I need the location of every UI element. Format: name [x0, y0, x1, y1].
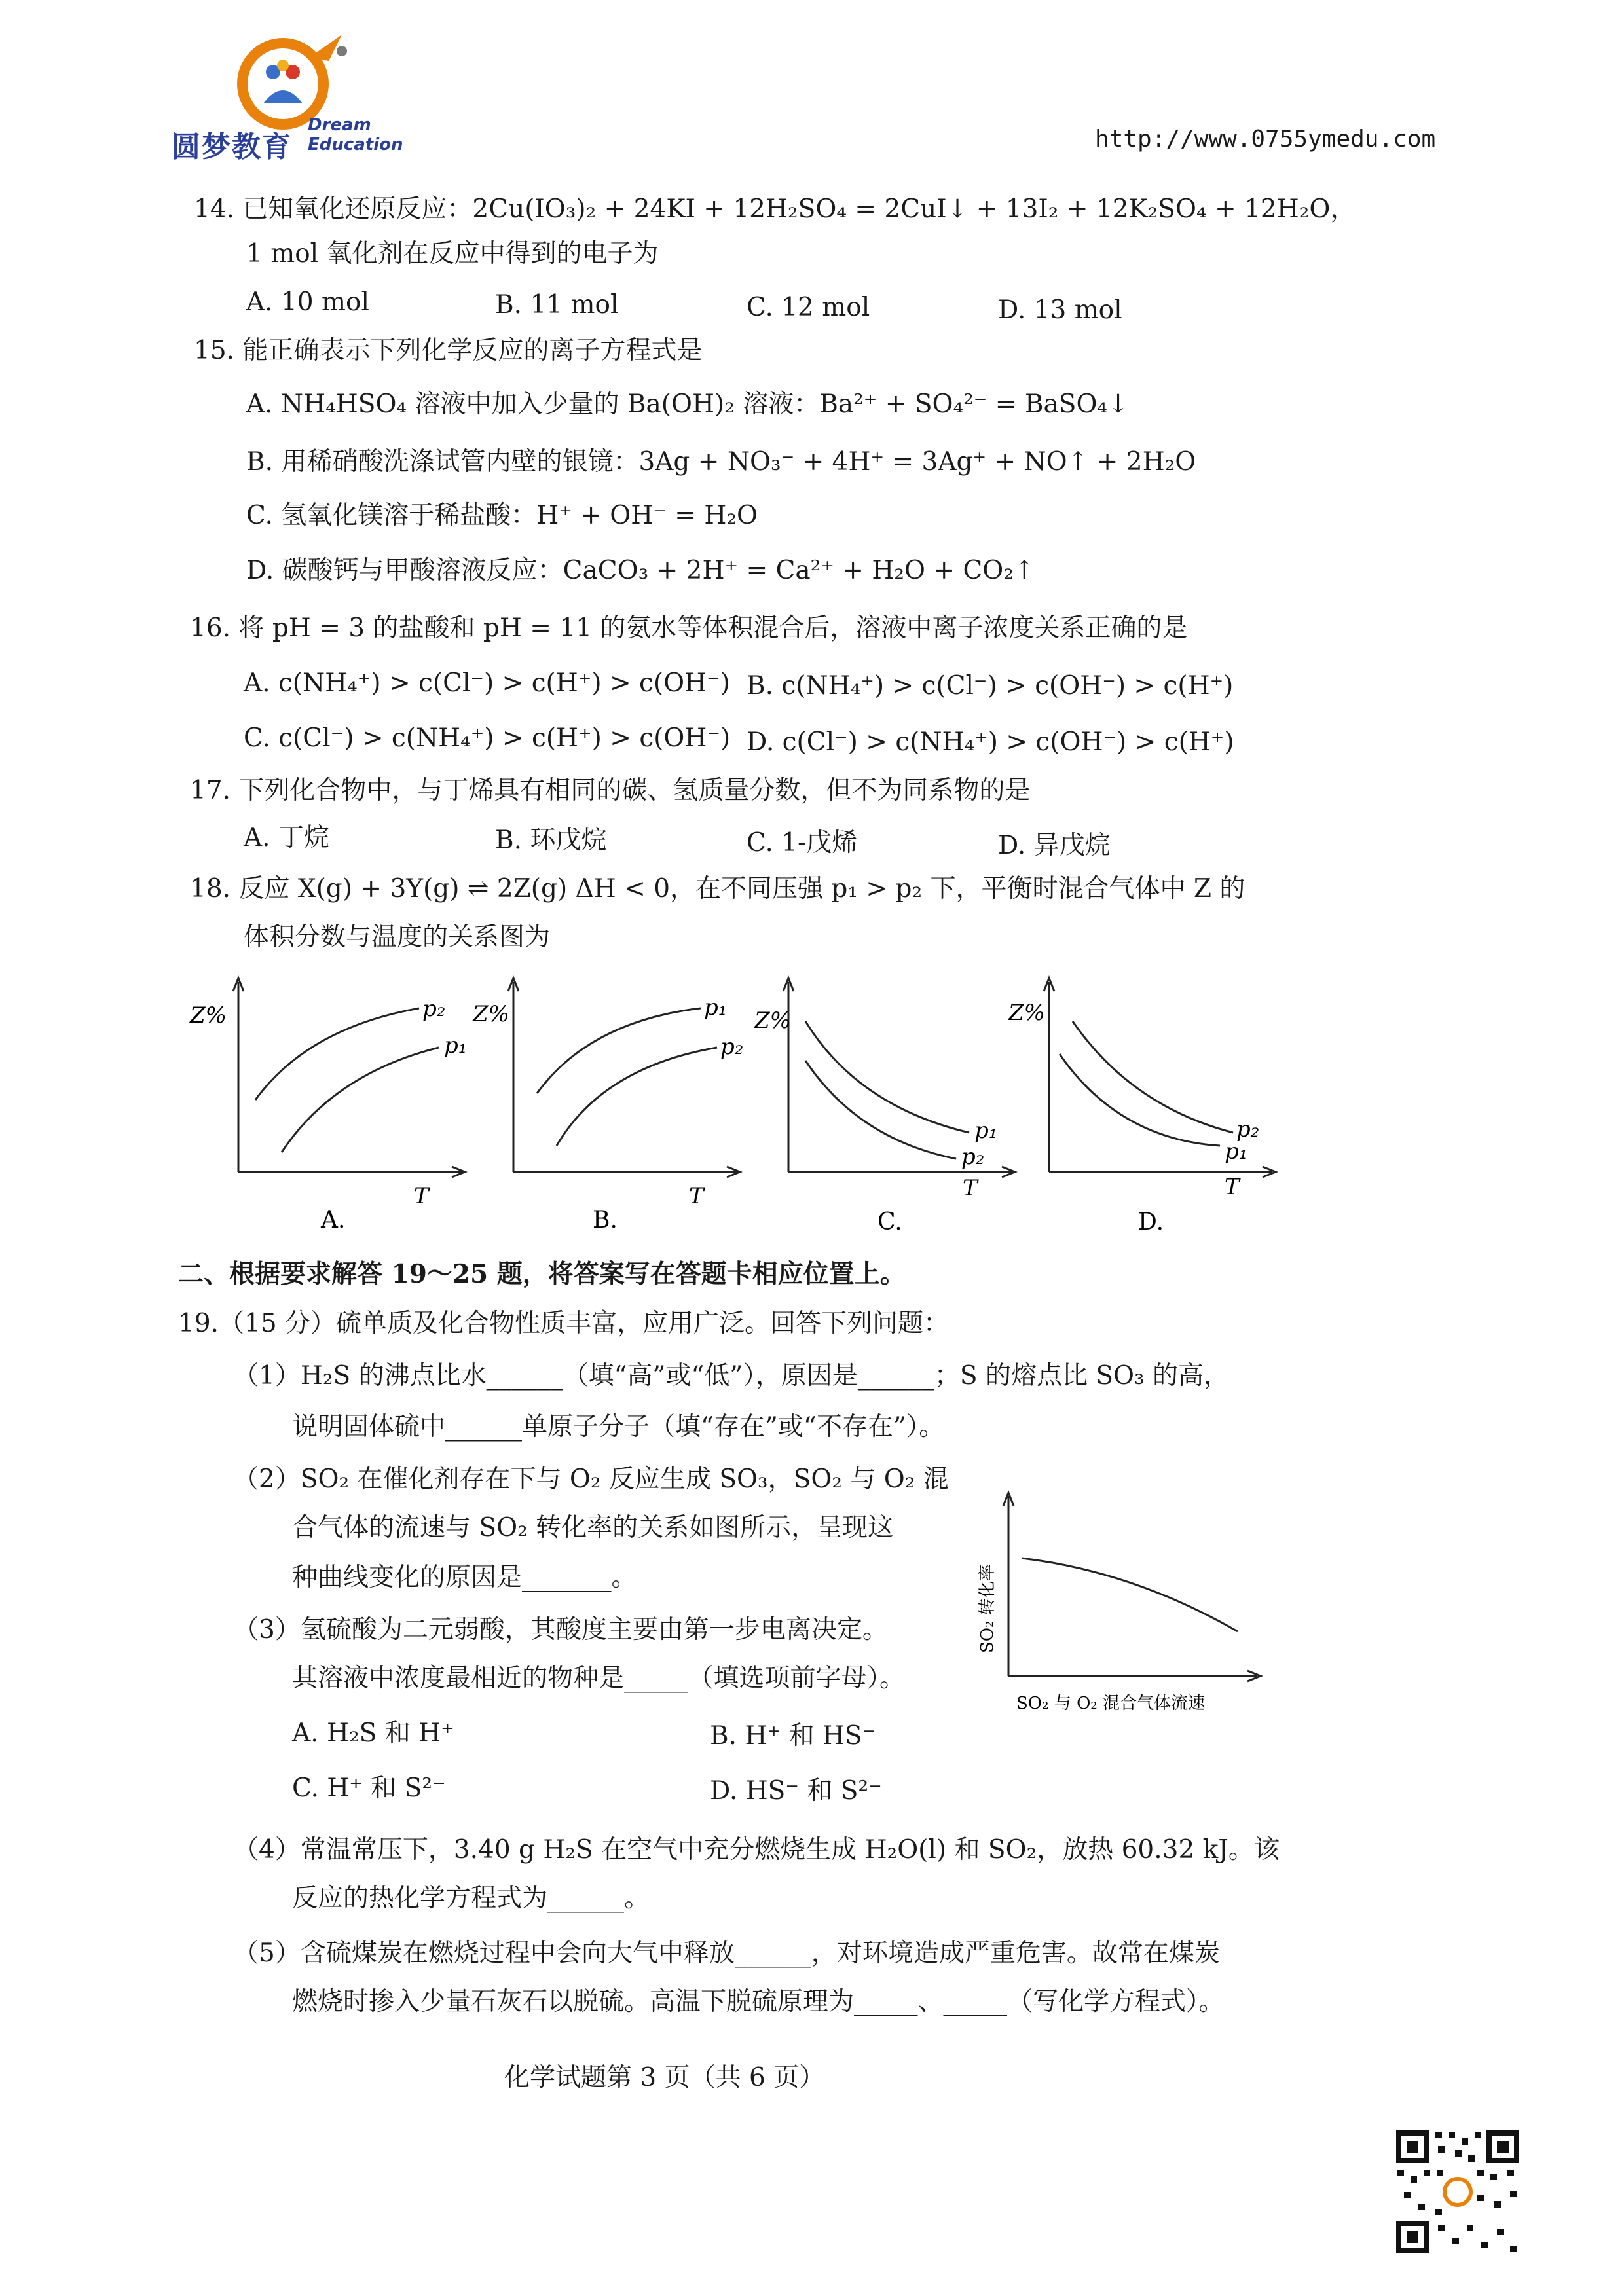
q19-part4-line1: （4）常温常压下，3.40 g H₂S 在空气中充分燃烧生成 H₂O(l) 和 SO₂，放热 60.32 kJ。该: [233, 1835, 1280, 1865]
q16-option-d: D. c(Cl⁻) > c(NH₄⁺) > c(OH⁻) > c(H⁺): [747, 727, 1234, 757]
q19-part5-line1: （5）含硫煤炭在燃烧过程中会向大气中释放______，对环境造成严重危害。故常在煤炭: [233, 1939, 1220, 1968]
q18-graph-a-xlabel: T: [414, 1183, 429, 1209]
q19-part3-option-c: C. H⁺ 和 S²⁻: [292, 1774, 446, 1803]
q19-part5-line2: 燃烧时掺入少量石灰石以脱硫。高温下脱硫原理为_____、_____（写化学方程式）。: [292, 1987, 1225, 2016]
q19-part2-line3: 种曲线变化的原因是_______。: [292, 1563, 637, 1592]
q19-part1-line1: （1）H₂S 的沸点比水______（填“高”或“低”），原因是______；S 的熔点比 SO₃ 的高，: [233, 1361, 1230, 1391]
q16-stem: 16. 将 pH = 3 的盐酸和 pH = 11 的氨水等体积混合后，溶液中离子浓度关系正确的是: [190, 613, 1188, 643]
q18-graph-c-bottom-label: p₂: [961, 1144, 985, 1170]
q18-line1: 18. 反应 X(g) + 3Y(g) ⇌ 2Z(g) ΔH < 0，在不同压强 p₁ > p₂ 下，平衡时混合气体中 Z 的: [190, 874, 1246, 903]
section-2-heading: 二、根据要求解答 19～25 题，将答案写在答题卡相应位置上。: [178, 1259, 906, 1289]
q19-part4-line2: 反应的热化学方程式为______。: [292, 1884, 650, 1913]
q18-graph-a: [190, 969, 478, 1233]
q18-graph-d-xlabel: T: [1225, 1174, 1240, 1200]
q19-graph-xlabel: SO₂ 与 O₂ 混合气体流速: [1016, 1694, 1206, 1713]
q15-stem: 15. 能正确表示下列化学反应的离子方程式是: [194, 336, 703, 365]
q19-stem: 19.（15 分）硫单质及化合物性质丰富，应用广泛。回答下列问题：: [178, 1309, 950, 1338]
qr-code[interactable]: [1392, 2126, 1523, 2257]
q18-graph-b-option: B.: [593, 1207, 618, 1233]
q14-option-d: D. 13 mol: [998, 295, 1122, 325]
q18-graph-d-top-label: p₂: [1236, 1116, 1260, 1142]
q18-graph-d-option: D.: [1138, 1209, 1164, 1235]
q19-part3-option-d: D. HS⁻ 和 S²⁻: [710, 1776, 882, 1806]
q17-option-b: B. 环戊烷: [495, 826, 607, 855]
q18-graph-d-bottom-label: p₁: [1225, 1139, 1248, 1165]
q16-option-c: C. c(Cl⁻) > c(NH₄⁺) > c(H⁺) > c(OH⁻): [244, 723, 731, 753]
q18-graph-a-ylabel: Z%: [190, 1002, 227, 1029]
logo-text-en-2: Education: [308, 135, 403, 155]
page-footer: 化学试题第 3 页（共 6 页）: [504, 2063, 825, 2092]
q19-part3-option-a: A. H₂S 和 H⁺: [292, 1719, 454, 1748]
q15-option-a: A. NH₄HSO₄ 溶液中加入少量的 Ba(OH)₂ 溶液：Ba²⁺ + SO₄²⁻ = BaSO₄↓: [246, 390, 1129, 419]
q18-graph-a-top-label: p₂: [422, 996, 446, 1022]
q18-graph-a-option: A.: [321, 1207, 346, 1233]
q18-graph-c-option: C.: [877, 1209, 902, 1235]
logo: [172, 31, 403, 164]
q16-option-a: A. c(NH₄⁺) > c(Cl⁻) > c(H⁺) > c(OH⁻): [244, 668, 730, 698]
q19-part2-line1: （2）SO₂ 在催化剂存在下与 O₂ 反应生成 SO₃，SO₂ 与 O₂ 混: [233, 1465, 949, 1494]
q14-line2: 1 mol 氧化剂在反应中得到的电子为: [246, 239, 659, 268]
q15-option-c: C. 氢氧化镁溶于稀盐酸：H⁺ + OH⁻ = H₂O: [246, 501, 758, 530]
q17-option-c: C. 1-戊烯: [747, 828, 858, 858]
q18-line2: 体积分数与温度的关系图为: [244, 922, 551, 952]
q19-part3-line1: （3）氢硫酸为二元弱酸，其酸度主要由第一步电离决定。: [233, 1615, 888, 1645]
q18-graph-a-bottom-label: p₁: [444, 1032, 468, 1059]
logo-text-cn: 圆梦教育: [172, 130, 292, 164]
q17-stem: 17. 下列化合物中，与丁烯具有相同的碳、氢质量分数，但不为同系物的是: [190, 776, 1031, 805]
q19-so2-conversion-graph: [969, 1486, 1270, 1728]
q18-graph-d: [1008, 969, 1289, 1235]
q18-graph-b-xlabel: T: [689, 1183, 704, 1209]
q14-line1: 14. 已知氧化还原反应：2Cu(IO₃)₂ + 24KI + 12H₂SO₄ = 2CuI↓ + 13I₂ + 12K₂SO₄ + 12H₂O，: [194, 194, 1356, 224]
q19-graph-ylabel: SO₂ 转化率: [978, 1564, 997, 1653]
q14-option-a: A. 10 mol: [246, 287, 369, 317]
qr-logo-icon: [1445, 2179, 1471, 2205]
header-url[interactable]: http://www.0755ymedu.com: [1095, 126, 1436, 153]
q19-part2-line2: 合气体的流速与 SO₂ 转化率的关系如图所示，呈现这: [292, 1513, 894, 1542]
q15-option-d: D. 碳酸钙与甲酸溶液反应：CaCO₃ + 2H⁺ = Ca²⁺ + H₂O + CO₂↑: [246, 556, 1035, 585]
q18-graph-c-top-label: p₁: [974, 1118, 998, 1144]
q19-part3-line2: 其溶液中浓度最相近的物种是_____（填选项前字母）。: [292, 1664, 906, 1693]
q19-part3-option-b: B. H⁺ 和 HS⁻: [710, 1721, 876, 1751]
q17-option-a: A. 丁烷: [244, 823, 329, 852]
q19-part1-line2: 说明固体硫中______单原子分子（填“存在”或“不存在”）。: [292, 1412, 945, 1442]
q15-option-b: B. 用稀硝酸洗涤试管内壁的银镜：3Ag + NO₃⁻ + 4H⁺ = 3Ag⁺ + NO↑ + 2H₂O: [246, 447, 1196, 477]
q18-graph-d-ylabel: Z%: [1008, 1000, 1045, 1026]
q18-graph-c-ylabel: Z%: [754, 1008, 791, 1034]
q18-graph-b: [473, 969, 753, 1233]
q18-graph-b-bottom-label: p₂: [720, 1034, 744, 1060]
q16-option-b: B. c(NH₄⁺) > c(Cl⁻) > c(OH⁻) > c(H⁺): [747, 671, 1234, 701]
logo-text-en-1: Dream: [308, 115, 371, 135]
q18-graph-c-xlabel: T: [963, 1175, 978, 1201]
q17-option-d: D. 异戊烷: [998, 831, 1111, 860]
q14-option-c: C. 12 mol: [747, 293, 870, 322]
q18-graph-b-ylabel: Z%: [473, 1001, 509, 1027]
q18-graph-b-top-label: p₁: [704, 994, 728, 1021]
q18-graph-c: [754, 969, 1028, 1235]
q14-option-b: B. 11 mol: [495, 290, 619, 319]
